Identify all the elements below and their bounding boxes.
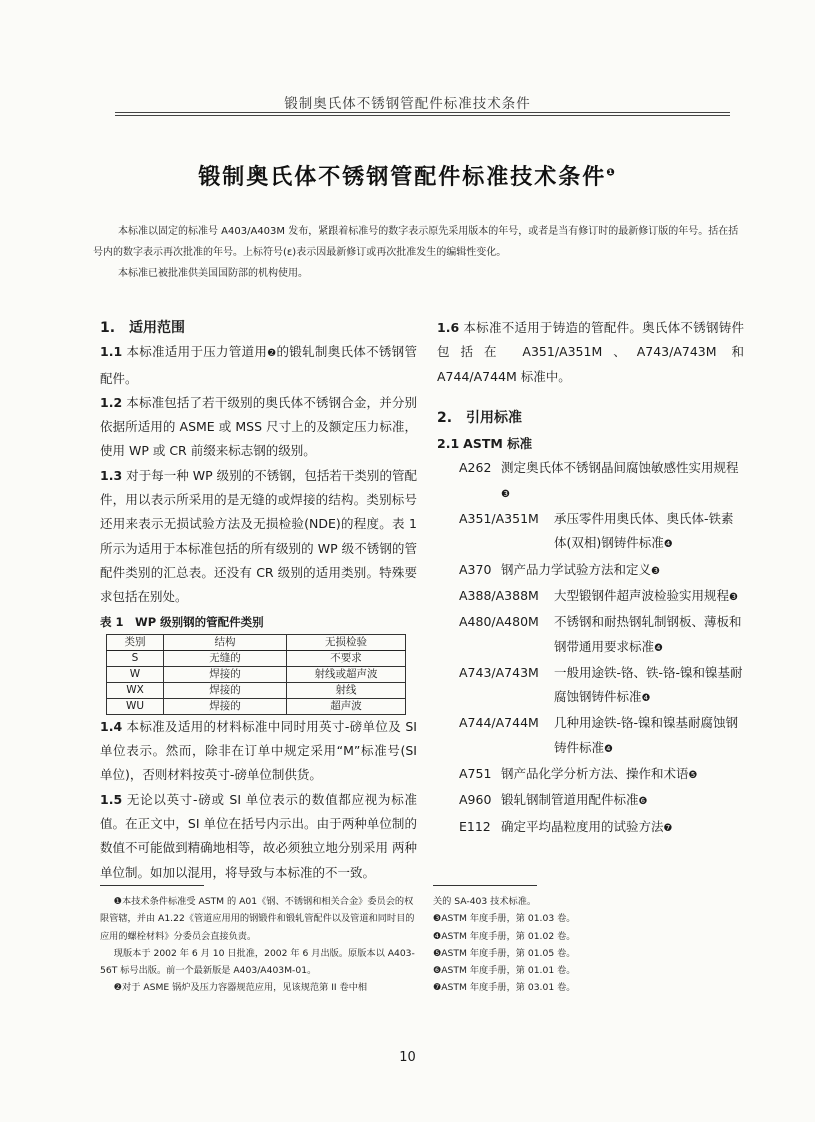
reference-text xyxy=(501,762,744,788)
section-2-heading: 2. 引用标准 xyxy=(437,409,523,426)
reference-title: 测定奥氏体不锈钢晶间腐蚀敏感性实用规程 xyxy=(501,460,739,476)
footnote: ❹ASTM 年度手册，第 01.02 卷。 xyxy=(433,930,576,942)
footnote-rule-left xyxy=(100,885,204,886)
reference-code: A744/A744M xyxy=(459,715,539,731)
paragraph-1-2 xyxy=(100,391,417,464)
reference-item xyxy=(459,456,744,507)
section-1-heading: 1. 适用范围 xyxy=(100,320,186,336)
clause-number: 1.2 xyxy=(100,394,123,410)
reference-code: A480/A480M xyxy=(459,614,539,630)
clause-text: 的锻轧制奥氏体不锈钢管配件。 xyxy=(100,344,417,386)
clause-text: 对于每一种 WP 级别的不锈钢，包括若干类别的管配件，用以表示所采用的是无缝的或焊接的结构。类别标号还用来表示无损试验方法及无损检验(NDE)的程度。表 1 所示为适用于本标准包括的所有级别的 WP 级不锈钢的管配件类别的汇总表。还没有 CR 级别的适用类别。特殊要求包括在别处。 xyxy=(100,467,417,605)
reference-text xyxy=(554,507,744,558)
left-column xyxy=(100,316,417,885)
reference-title: 钢产品力学试验方法和定义 xyxy=(501,561,652,577)
footnote-mark: ❸ xyxy=(501,488,510,500)
table-cell: 焊接的 xyxy=(164,666,287,682)
table-header-row xyxy=(107,634,406,650)
reference-code: A351/A351M xyxy=(459,511,539,527)
paragraph-1-4 xyxy=(100,715,417,788)
page-title xyxy=(0,160,815,191)
clause-text: 本标准包括了若干级别的奥氏体不锈钢合金，并分别依据所适用的 ASME 或 MSS 尺寸上的及额定压力标准，使用 WP 或 CR 前缀来标志钢的级别。 xyxy=(100,394,417,459)
table-cell: S xyxy=(107,650,164,666)
running-header: 锻制奥氏体不锈钢管配件标准技术条件 xyxy=(284,96,531,112)
categories-table xyxy=(106,634,406,715)
clause-text: 本标准不适用于铸造的管配件。奥氏体不锈钢铸件包括在 A351/A351M、A743/A743M 和 A744/A744M 标准中。 xyxy=(437,320,744,384)
reference-item xyxy=(459,711,744,762)
table-cell: 射线或超声波 xyxy=(287,666,406,682)
intro-paragraph: 本标准以固定的标准号 A403/A403M 发布，紧跟着标准号的数字表示原先采用版本的年号，或者是当有修订时的最新修订版的年号。括在括号内的数字表示再次批准的年号。上标符号(ε)表示因最新修订或再次批准发生的编辑性变化。 xyxy=(93,226,739,258)
footnote: ❼ASTM 年度手册，第 03.01 卷。 xyxy=(433,982,576,994)
intro xyxy=(93,221,743,284)
footnote-mark: ❹ xyxy=(663,539,673,551)
title-footnote-mark: ❶ xyxy=(606,167,617,179)
footnote: ❶本技术条件标准受 ASTM 的 A01《钢、不锈钢和相关合金》委员会的权限管辖，并由 A1.22《管道应用用的钢锻件和锻轧管配件以及管道和同时目的应用的螺栓材料》分委员会直接负责。 xyxy=(100,896,415,942)
reference-item xyxy=(459,788,744,814)
footnote-mark: ❺ xyxy=(688,770,698,782)
footnote-mark: ❹ xyxy=(604,743,613,755)
reference-title: 确定平均晶粒度用的试验方法 xyxy=(501,818,664,834)
table-cell: 不要求 xyxy=(287,650,406,666)
clause-number: 1.3 xyxy=(100,467,123,483)
reference-code: A743/A743M xyxy=(459,664,539,680)
subsection-title: ASTM 标准 xyxy=(463,436,533,452)
reference-item xyxy=(459,507,744,558)
footnote: 关的 SA-403 技术标准。 xyxy=(433,896,537,907)
paragraph-1-5 xyxy=(100,788,417,885)
paragraph-1-1 xyxy=(100,340,417,391)
table-cell: WX xyxy=(107,682,164,698)
table-row xyxy=(107,650,406,666)
paragraph-1-6 xyxy=(437,316,744,389)
right-column xyxy=(437,316,744,841)
reference-item xyxy=(459,661,744,712)
footnote: 现版本于 2002 年 6 月 10 日批准，2002 年 6 月出版。原版本以 A403-56T 标号出版。前一个最新版是 A403/A403M-01。 xyxy=(100,947,415,977)
table-row xyxy=(107,698,406,714)
clause-text: 本标准适用于压力管道用 xyxy=(126,344,268,360)
reference-text xyxy=(501,788,744,814)
table-header: 结构 xyxy=(164,634,287,650)
footnote: ❷对于 ASME 锅炉及压力容器规范应用，见该规范第 II 卷中相 xyxy=(113,982,368,994)
footnote-mark: ❹ xyxy=(654,642,663,654)
reference-code: A262 xyxy=(459,460,492,476)
reference-item xyxy=(459,558,744,584)
reference-item xyxy=(459,815,744,841)
page-number: 10 xyxy=(399,1050,416,1065)
reference-list xyxy=(437,456,744,840)
reference-text xyxy=(554,711,744,762)
table-cell: 焊接的 xyxy=(164,698,287,714)
footnote-mark: ❸ xyxy=(729,591,738,603)
title-text: 锻制奥氏体不锈钢管配件标准技术条件 xyxy=(198,165,607,190)
reference-item xyxy=(459,584,744,610)
reference-text xyxy=(501,815,744,841)
clause-text: 本标准及适用的材料标准中同时用英寸-磅单位及 SI 单位表示。然而，除非在订单中规定采用“M”标准号(SI 单位)，否则材料按英寸-磅单位制供货。 xyxy=(100,718,417,783)
reference-text xyxy=(501,558,744,584)
reference-item xyxy=(459,610,744,661)
clause-number: 1.6 xyxy=(437,320,460,335)
clause-text: 无论以英寸-磅或 SI 单位表示的数值都应视为标准值。在正文中，SI 单位在括号内示出。由于两种单位制的数值不可能做到精确地相等，故必须独立地分别采用 两种单位制。如加以混用，将导致与本标准的不一致。 xyxy=(100,791,417,880)
clause-number: 1.1 xyxy=(100,344,123,360)
reference-text xyxy=(554,610,744,661)
footnote-mark: ❸ xyxy=(651,565,660,577)
reference-title: 钢产品化学分析方法、操作和术语 xyxy=(501,766,689,782)
clause-number: 2.1 xyxy=(437,436,460,452)
footnotes-left xyxy=(100,893,417,997)
reference-text xyxy=(554,584,744,610)
footnote-mark: ❹ xyxy=(641,693,651,705)
table-row xyxy=(107,682,406,698)
footnotes-right xyxy=(433,893,733,997)
reference-title: 一般用途铁-铬、铁-铬-镍和镍基耐腐蚀钢铸件标准 xyxy=(554,664,743,705)
table-cell: WU xyxy=(107,698,164,714)
table-row xyxy=(107,666,406,682)
reference-text xyxy=(501,456,744,507)
reference-text xyxy=(554,661,744,712)
footnote-mark: ❼ xyxy=(663,822,673,834)
reference-title: 几种用途铁-铬-镍和镍基耐腐蚀钢铸件标准 xyxy=(554,715,739,755)
reference-code: A388/A388M xyxy=(459,587,539,603)
clause-number: 1.5 xyxy=(100,791,123,807)
table-cell: 超声波 xyxy=(287,698,406,714)
paragraph-1-3 xyxy=(100,464,417,610)
reference-title: 不锈钢和耐热钢轧制钢板、薄板和钢带通用要求标准 xyxy=(554,614,742,654)
table-cell: 焊接的 xyxy=(164,682,287,698)
subsection-2-1-heading xyxy=(437,432,744,456)
header-rule xyxy=(115,112,730,113)
reference-title: 大型锻钢件超声波检验实用规程 xyxy=(554,587,730,603)
reference-code: A370 xyxy=(459,561,492,577)
intro-paragraph: 本标准已被批准供美国国防部的机构使用。 xyxy=(118,268,308,279)
reference-title: 锻轧钢制管道用配件标准 xyxy=(501,792,639,808)
table-header: 类别 xyxy=(107,634,164,650)
footnote: ❺ASTM 年度手册，第 01.05 卷。 xyxy=(433,947,576,959)
table-cell: W xyxy=(107,666,164,682)
footnote: ❸ASTM 年度手册，第 01.03 卷。 xyxy=(433,913,576,925)
reference-code: A960 xyxy=(459,792,492,808)
reference-item xyxy=(459,762,744,788)
table-cell: 射线 xyxy=(287,682,406,698)
table-cell: 无缝的 xyxy=(164,650,287,666)
header-rule-thin xyxy=(115,115,730,116)
footnote-rule-right xyxy=(433,885,537,886)
footnote-mark: ❷ xyxy=(267,348,277,360)
reference-code: E112 xyxy=(459,818,491,834)
footnote-mark: ❻ xyxy=(638,796,648,808)
clause-number: 1.4 xyxy=(100,718,123,734)
reference-code: A751 xyxy=(459,766,492,782)
table-caption: 表 1 WP 级别钢的管配件类别 xyxy=(100,614,264,629)
table-header: 无损检验 xyxy=(287,634,406,650)
footnote: ❻ASTM 年度手册，第 01.01 卷。 xyxy=(433,965,576,977)
reference-title: 承压零件用奥氏体、奥氏体-铁素体(双相)钢铸件标准 xyxy=(554,511,734,551)
